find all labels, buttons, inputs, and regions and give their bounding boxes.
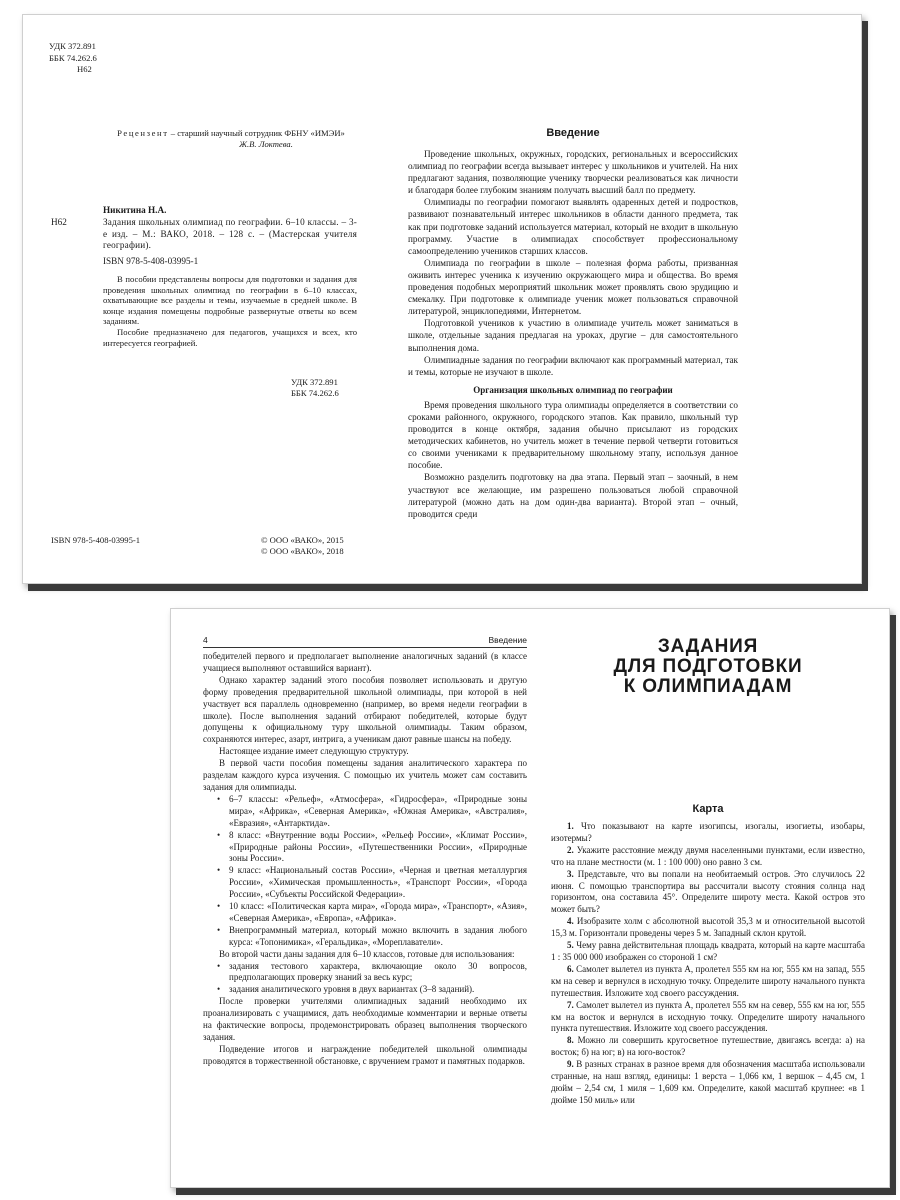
reviewer-text: – старший научный сотрудник ФБНУ «ИМЭИ» (168, 128, 345, 138)
isbn-bottom: ISBN 978-5-408-03995-1 (51, 535, 141, 545)
list-item: • Внепрограммный материал, который можно включить в задания любого курса: «Топонимика», «Геральдика», «Мореплаватели». (229, 925, 527, 949)
section-title: Карта (692, 803, 724, 815)
intro-paragraph: Олимпиада по географии в школе – полезная форма работы, призванная оживить интерес ученика к изучению окружающего мира и общества. Во время проведения подобных мероприятий школьник может проявлять свою эрудицию и смекалку. При подготовке к олимпиаде ученик может пользоваться справочной литературой, энциклопедиями, Интернетом. (408, 257, 738, 317)
list-item: • задания аналитического уровня в двух вариантах (3–8 заданий). (229, 984, 527, 996)
page-4 (203, 635, 527, 1187)
author-mark: Н62 (77, 64, 92, 74)
task-item: 2. Укажите расстояние между двумя населенными пунктами, если известно, что на плане местности (м. 1 : 100 000) оно равно 3 см. (551, 844, 865, 867)
intro-subtitle: Организация школьных олимпиад по географии (473, 384, 673, 395)
running-header (203, 635, 527, 648)
task-item: 6. Самолет вылетел из пункта А, пролетел 555 км на юг, 555 км на запад, 555 км на север и вернулся в исходную точку. Определите широту начального пункта путешествия. Изложите ход своего рассуждения. (551, 963, 865, 998)
bbk-code-2: ББК 74.262.6 (291, 387, 339, 398)
intro-paragraph: Олимпиады по географии помогают выявлять одаренных детей и подростков, развивают познавательный интерес школьников в области данного предмета, так как при подготовке заданий используется материал, который не входит в школьную программу. Участие в олимпиадах способствует профессиональному самоопределению учеников старших классов. (408, 197, 738, 256)
page4-paragraph: Настоящее издание имеет следующую структуру. (219, 746, 409, 757)
copyright-2015: © ООО «ВАКО», 2015 (261, 535, 344, 545)
page4-paragraph: После проверки учителями олимпиадных заданий необходимо их проанализировать с учащимися, дать необходимые комментарии и верные ответы на фактические вопросы, продемонстрировать образец выполнения творческого задания. (203, 996, 527, 1042)
list-item: • 9 класс: «Национальный состав России», «Черная и цветная металлургия России», «Химическая промышленность», «Транспорт России», «Города России», «Субъекты Российской Федерации». (229, 865, 527, 901)
classification-block (49, 41, 97, 76)
copyright-block (261, 535, 344, 556)
copyright-2018: © ООО «ВАКО», 2018 (261, 545, 344, 556)
task-item: 1. Что показывают на карте изогипсы, изогалы, изогиеты, изобары, изотермы? (551, 821, 865, 843)
intro-body (408, 148, 738, 520)
chapter-title-line: ДЛЯ ПОДГОТОВКИ (613, 656, 803, 677)
annotation-2: Пособие предназначено для педагогов, учащихся и всех, кто интересуется географией. (103, 326, 357, 348)
intro-paragraph: Возможно разделить подготовку на два этапа. Первый этап – заочный, в нем участвуют все желающие, им разрешено пользоваться любой справочной литературой (можно дать на дом один-два варианта). Второй этап – очный, проводится среди (408, 472, 738, 519)
list-item: • 10 класс: «Политическая карта мира», «Города мира», «Транспорт», «Азия», «Северная Америка», «Европа», «Африка». (229, 901, 527, 925)
bbk-code: ББК 74.262.6 (49, 52, 97, 63)
page4-paragraph: Однако характер заданий этого пособия позволяет использовать и другую форму проведения предварительной школьной олимпиады, при которой в ней участвует вся параллель одновременно (например, во время недели географии в школе). После выполнения заданий отбирают победителей, которые будут допущены к официальному туру школьной олимпиады. Таким образом, сохраняются интерес, азарт, интрига, а ученикам дают равные шансы на победу. (203, 674, 527, 745)
course-topics-list (203, 794, 527, 949)
list-item: • 6–7 классы: «Рельеф», «Атмосфера», «Гидросфера», «Природные зоны мира», «Африка», «Северная Америка», «Южная Америка», «Австралия», «Евразия», «Антарктида». (229, 794, 527, 830)
running-title: Введение (488, 635, 527, 645)
tasks-page (551, 637, 865, 1187)
reviewer-name: Ж.В. Локтева. (239, 138, 293, 149)
ready-tasks-list (203, 961, 527, 997)
chapter-title (551, 637, 865, 697)
list-item: • 8 класс: «Внутренние воды России», «Рельеф России», «Климат России», «Природные районы России», «Путешественники России», «Природные зоны России». (229, 830, 527, 866)
card-description: Задания школьных олимпиад по географии. 6–10 классы. – 3-е изд. – М.: ВАКО, 2018. – 128 с. – (Мастерская учителя географии). (103, 216, 357, 251)
intro-paragraph: Подготовкой учеников к участию в олимпиаде учитель может заниматься в школе, отдельные задания предлагая на уроках, другие – для самостоятельного выполнения дома. (408, 318, 738, 353)
chapter-title-line: ЗАДАНИЯ (657, 636, 759, 657)
introduction-page (408, 127, 738, 583)
page-number: 4 (203, 635, 208, 645)
task-item: 8. Можно ли совершить кругосветное путешествие, двигаясь всегда: а) на восток; б) на юг; в) на юго-восток? (551, 1035, 865, 1058)
intro-paragraph: Олимпиадные задания по географии включают как программный материал, так и темы, которые не изучают в школе. (408, 354, 738, 377)
page4-paragraph: победителей первого и предполагает выполнение аналогичных заданий (в классе учащиеся выполняют оставшийся вариант). (203, 651, 527, 673)
chapter-title-line: К ОЛИМПИАДАМ (623, 676, 793, 697)
udk-code-2: УДК 372.891 (291, 377, 338, 387)
task-item: 9. В разных странах в разное время для обозначения масштаба использовали странные, на наш взгляд, единицы: 1 верста – 1,066 км, 1 вершок – 4,45 см, 1 дюйм – 2,54 см, 1 миля – 1,609 км. Определите, какой масштаб крупнее: «в 1 дюйме 150 миль» или (551, 1059, 865, 1105)
intro-title: Введение (546, 127, 600, 139)
book-spread-bottom (170, 608, 890, 1188)
author-name: Никитина Н.А. (103, 205, 167, 215)
book-spread-top (22, 14, 862, 584)
page4-paragraph: Во второй части даны задания для 6–10 классов, готовые для использования: (219, 948, 515, 959)
page4-paragraph: В первой части пособия помещены задания аналитического характера по разделам каждого курса изучения. С помощью их учитель может сам составить задания для олимпиады. (203, 758, 527, 792)
reviewer-label: Рецензент (117, 128, 169, 138)
catalog-card (51, 205, 357, 348)
intro-paragraph: Проведение школьных, окружных, городских, региональных и всероссийских олимпиад по географии всегда вызывает интерес у школьников и учителей. На них предлагают задания, позволяющие ученику творчески реализоваться как личности и благодаря более глубоким знаниям получать высший балл по предмету. (408, 149, 738, 196)
task-item: 5. Чему равна действительная площадь квадрата, который на карте масштаба 1 : 35 000 000 изображен со стороной 1 см? (551, 940, 865, 962)
intro-paragraph: Время проведения школьного тура олимпиады определяется в соответствии со сроками районного, окружного, городского этапов. Как правило, школьный тур проводится в конце октября, задания обычно присылают из городских методических кабинетов, но учитель может в течение первой четверти готовиться со своими учениками к предварительному школьному этапу, используя данное пособие. (408, 399, 738, 471)
card-code: Н62 (51, 216, 67, 227)
tasks-body (551, 821, 865, 1107)
list-item: • задания тестового характера, включающие около 30 вопросов, предполагающих проверку знаний за весь курс; (229, 961, 527, 985)
reviewer-block (71, 128, 391, 149)
annotation-1: В пособии представлены вопросы для подготовки и задания для проведения школьных олимпиад по географии в 6–10 классах, охватывающие все разделы и темы, изучаемые в средней школе. В конце издания помещены подробные развернутые ответы ко всем заданиям. (103, 273, 357, 327)
page4-body (203, 651, 527, 1068)
task-item: 3. Представьте, что вы попали на необитаемый остров. Это случилось 22 июня. С помощью транспортира вы рассчитали высоту стояния солнца над горизонтом, она составила 45°. Определите широту места. Какой остров это может быть? (551, 868, 865, 915)
imprint-page (23, 15, 423, 583)
classification-block-2 (291, 377, 339, 398)
task-item: 4. Изобразите холм с абсолютной высотой 35,3 м и относительной высотой 15,3 м. Горизонтали проведены через 5 м. Западный склон крутой. (551, 916, 865, 939)
page4-paragraph: Подведение итогов и награждение победителей школьной олимпиады проводятся в торжественной обстановке, с вручением грамот и памятных подарков. (203, 1043, 527, 1066)
udk-code: УДК 372.891 (49, 41, 96, 51)
isbn-line: ISBN 978-5-408-03995-1 (103, 256, 199, 267)
task-item: 7. Самолет вылетел из пункта А, пролетел 555 км на север, 555 км на юг, 555 км на восток и вернулся в исходную точку. Определите широту начального пункта путешествия. Изложите ход своего рассуждения. (551, 999, 865, 1034)
